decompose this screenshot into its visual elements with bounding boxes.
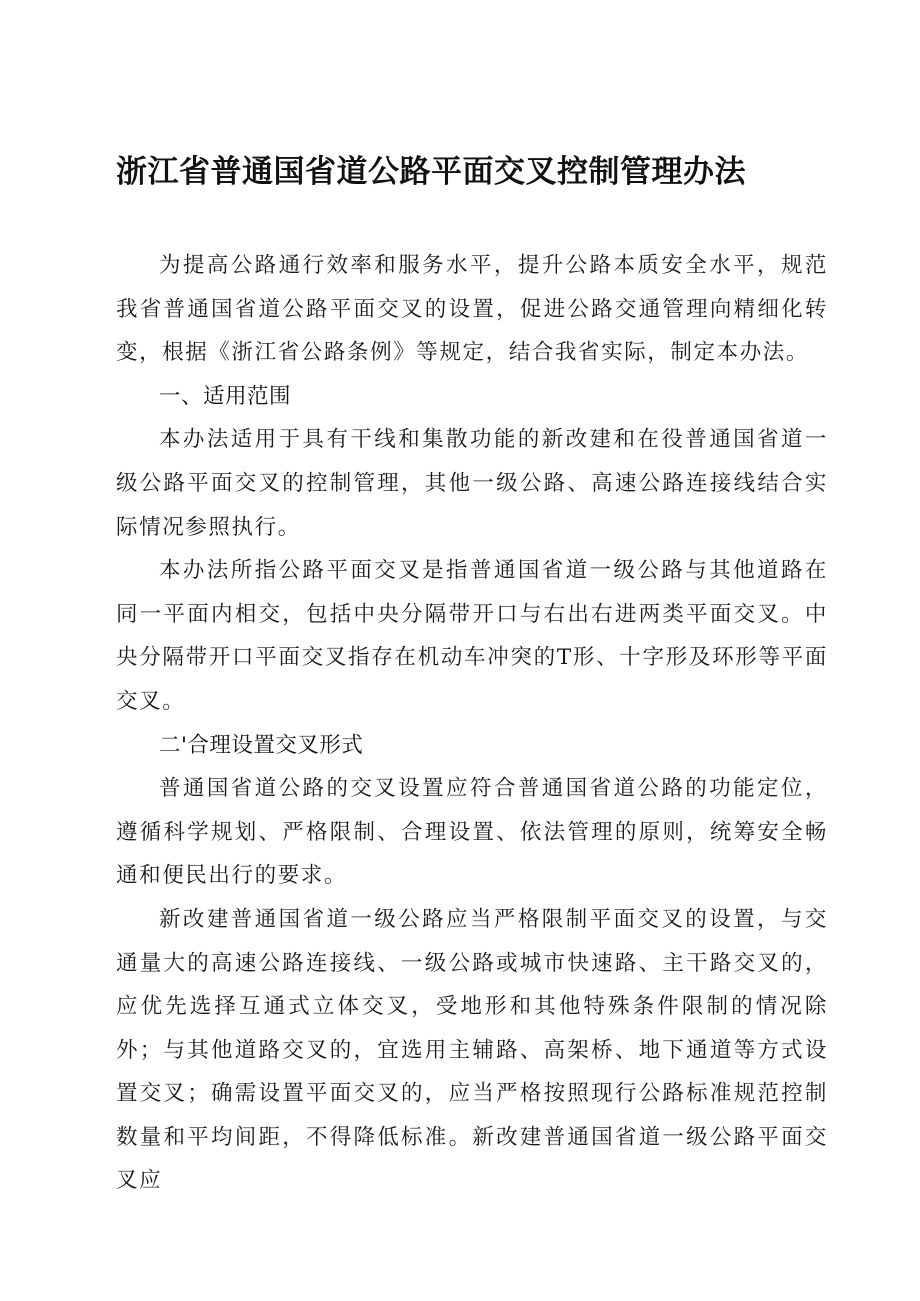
- section-heading-scope: 一、适用范围: [159, 383, 292, 409]
- document-body: [116, 244, 828, 1203]
- scope-paragraph-2: 本办法所指公路平面交叉是指普通国省道一级公路与其他道路在同一平面内相交，包括中央分隔带开口与右出右进两类平面交叉。中央分隔带开口平面交叉指存在机动车冲突的T形、十字形及环形等平面交叉。: [116, 558, 828, 714]
- section-heading-intersection-form: 二'合理设置交叉形式: [159, 732, 364, 758]
- scope-paragraph-1: 本办法适用于具有干线和集散功能的新改建和在役普通国省道一级公路平面交叉的控制管理，其他一级公路、高速公路连接线结合实际情况参照执行。: [116, 427, 828, 540]
- document-title: 浙江省普通国省道公路平面交叉控制管理办法: [116, 154, 746, 190]
- form-paragraph-1: 普通国省道公路的交叉设置应符合普通国省道公路的功能定位，遵循科学规划、严格限制、合理设置、依法管理的原则，统筹安全畅通和便民出行的要求。: [116, 776, 828, 889]
- form-paragraph-2: 新改建普通国省道一级公路应当严格限制平面交叉的设置，与交通量大的高速公路连接线、一级公路或城市快速路、主干路交叉的，应优先选择互通式立体交叉，受地形和其他特殊条件限制的情况除外；与其他道路交叉的，宜选用主辅路、高架桥、地下通道等方式设置交叉；确需设置平面交叉的，应当严格按照现行公路标准规范控制数量和平均间距，不得降低标准。新改建普通国省道一级公路平面交叉应: [116, 906, 828, 1194]
- intro-paragraph: 为提高公路通行效率和服务水平，提升公路本质安全水平，规范我省普通国省道公路平面交叉的设置，促进公路交通管理向精细化转变，根据《浙江省公路条例》等规定，结合我省实际，制定本办法。: [116, 253, 828, 366]
